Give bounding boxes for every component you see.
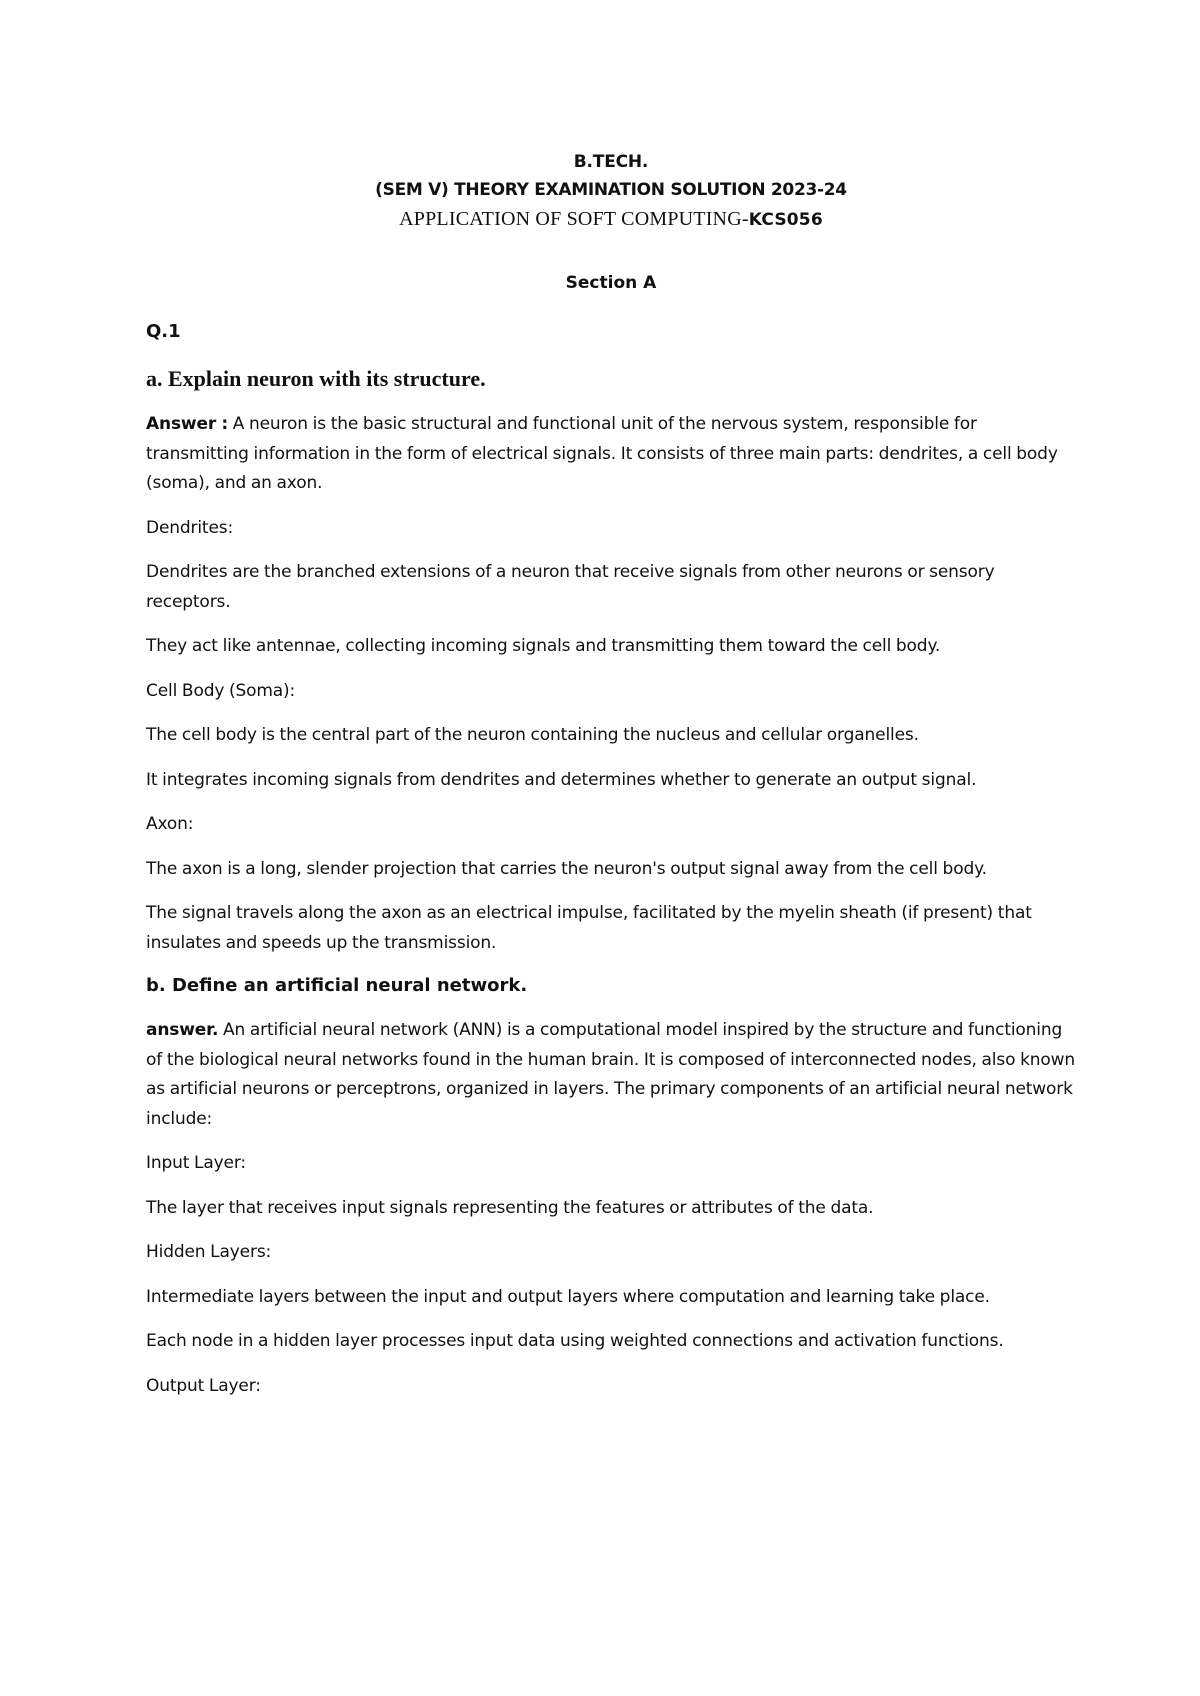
paragraph: The axon is a long, slender projection that carries the neuron's output signal away from the cell body. <box>146 858 987 879</box>
exam-line: (SEM V) THEORY EXAMINATION SOLUTION 2023-24 <box>375 180 847 200</box>
answer-b-text: An artificial neural network (ANN) is a computational model inspired by the structure and functioning of the biological neural networks found in the human brain. It is composed of interconnected nodes, also known as artificial neurons or perceptrons, organized in layers. The primary components of an artificial neural network include: <box>146 1020 1076 1129</box>
document-content <box>146 148 1076 1401</box>
question-number: Q.1 <box>146 321 181 342</box>
degree-line: B.TECH. <box>573 152 649 172</box>
paragraph: Dendrites: <box>146 517 234 538</box>
paragraph: Axon: <box>146 814 194 834</box>
paragraph: It integrates incoming signals from dendrites and determines whether to generate an output signal. <box>146 769 977 790</box>
answer-b-label: answer. <box>146 1020 219 1040</box>
question-b-title: b. Define an artificial neural network. <box>146 975 528 996</box>
paragraph: Hidden Layers: <box>146 1242 272 1262</box>
paragraph: Cell Body (Soma): <box>146 680 296 701</box>
paragraph: They act like antennae, collecting incoming signals and transmitting them toward the cell body. <box>146 636 941 656</box>
paragraph: Intermediate layers between the input and output layers where computation and learning take place. <box>146 1286 990 1307</box>
paragraph: The cell body is the central part of the neuron containing the nucleus and cellular organelles. <box>146 725 919 745</box>
paragraph: Input Layer: <box>146 1153 246 1173</box>
answer-b-intro <box>146 1016 1076 1134</box>
exam-header <box>146 148 1076 235</box>
answer-a-label: Answer : <box>146 414 229 434</box>
question-a-title: a. Explain neuron with its structure. <box>146 366 486 391</box>
answer-a-intro <box>146 410 1076 499</box>
paragraph: The signal travels along the axon as an electrical impulse, facilitated by the myelin sheath (if present) that insulates and speeds up the transmission. <box>146 903 1032 953</box>
paragraph: Each node in a hidden layer processes input data using weighted connections and activation functions. <box>146 1331 1004 1351</box>
paragraph: Dendrites are the branched extensions of a neuron that receive signals from other neurons or sensory receptors. <box>146 562 995 612</box>
paragraph: Output Layer: <box>146 1375 261 1396</box>
subject-line <box>146 204 1076 235</box>
paragraph: The layer that receives input signals representing the features or attributes of the data. <box>146 1197 874 1218</box>
subject-title: APPLICATION OF SOFT COMPUTING- <box>399 208 749 230</box>
section-title: Section A <box>565 273 657 293</box>
answer-a-text: A neuron is the basic structural and functional unit of the nervous system, responsible for transmitting information in the form of electrical signals. It consists of three main parts: dendrites, a cell body (soma), and an axon. <box>146 414 1058 493</box>
subject-code: KCS056 <box>748 210 823 230</box>
